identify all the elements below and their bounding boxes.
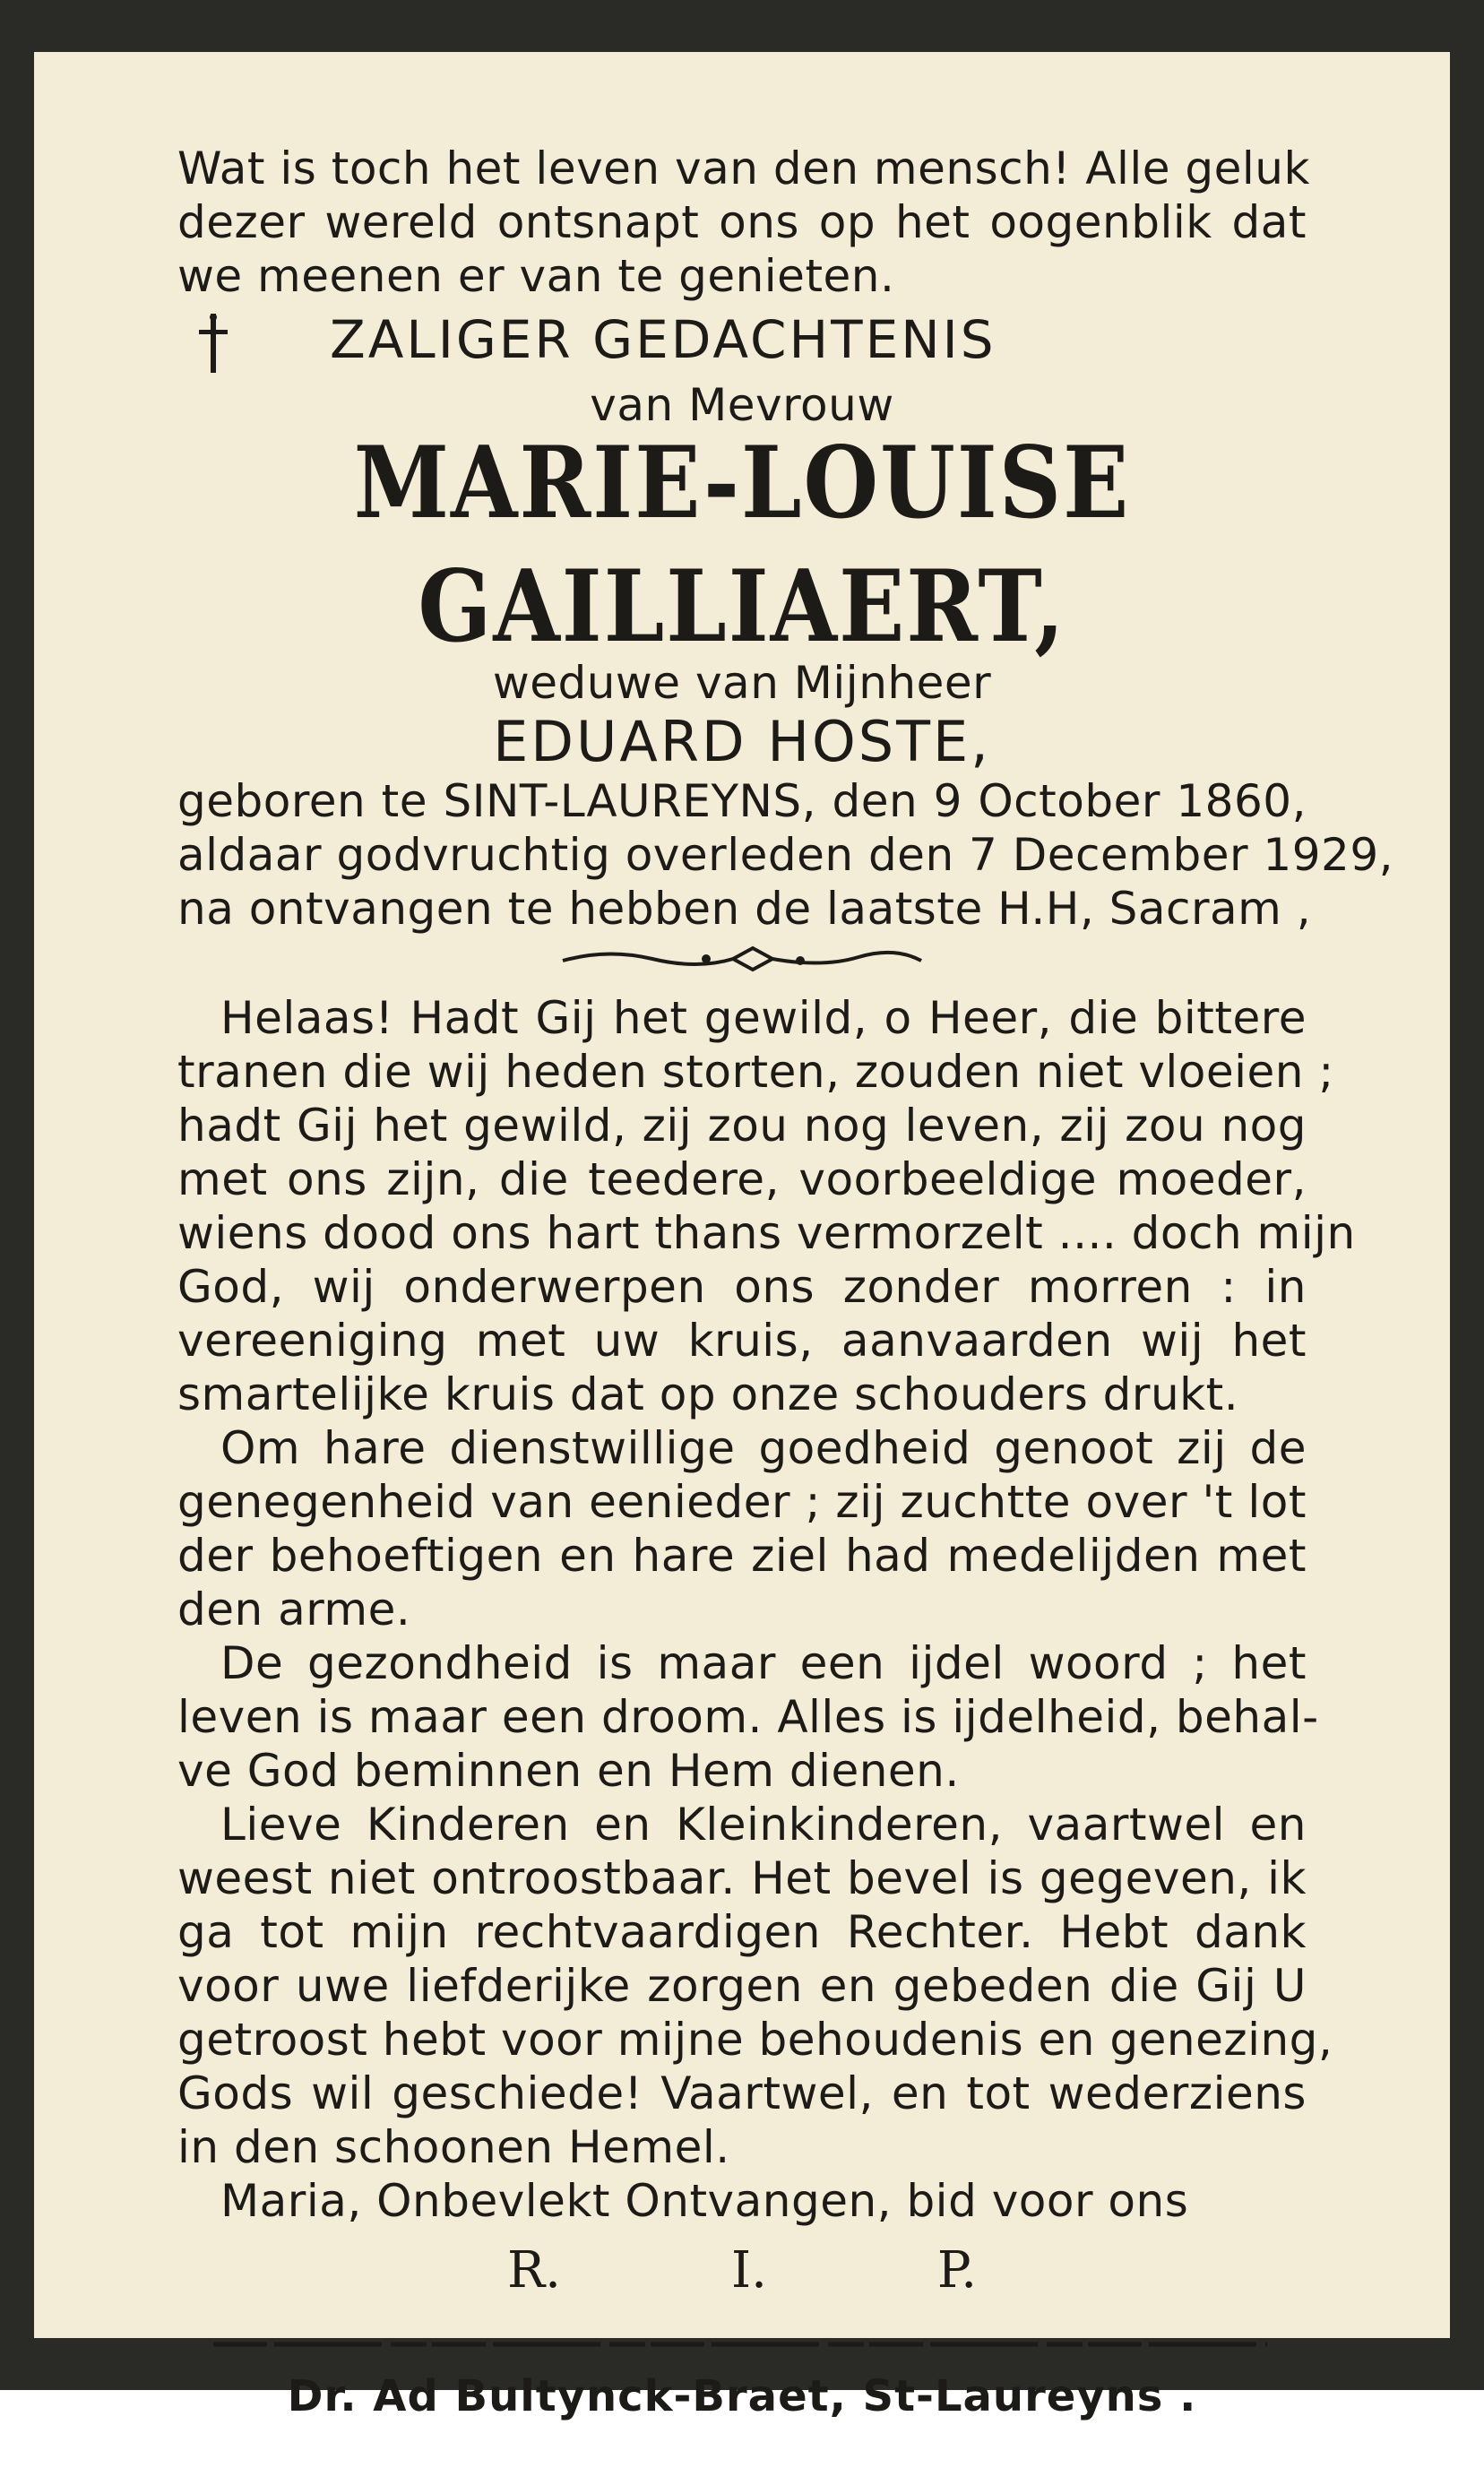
body-line: ve God beminnen en Hem dienen. bbox=[177, 1744, 960, 1797]
intro-line: dezer wereld ontsnapt ons op het oogenblik dat bbox=[177, 196, 1307, 248]
title-of: van Mevrouw bbox=[590, 378, 894, 431]
body-line: ga tot mijn rechtvaardigen Rechter. Hebt dank bbox=[177, 1905, 1307, 1958]
body-line: vereeniging met uw kruis, aanvaarden wij het bbox=[177, 1314, 1307, 1367]
body-line: Gods wil geschiede! Vaartwel, en tot wederziens bbox=[177, 2067, 1307, 2119]
body-line: met ons zijn, die teedere, voorbeeldige moeder, bbox=[177, 1152, 1307, 1205]
deceased-name: MARIE-LOUISE GAILLIAERT, bbox=[353, 424, 1131, 665]
heading bbox=[177, 308, 1307, 375]
card-paper bbox=[34, 52, 1450, 2421]
life-details bbox=[177, 774, 1394, 936]
heading-text: ZALIGER GEDACHTENIS bbox=[330, 309, 997, 370]
life-line: aldaar godvruchtig overleden den 7 December 1929, bbox=[177, 828, 1394, 881]
body-line: Maria, Onbevlekt Ontvangen, bid voor ons bbox=[220, 2174, 1189, 2227]
body-line: tranen die wij heden storten, zouden niet vloeien ; bbox=[177, 1045, 1334, 1098]
body-line: den arme. bbox=[177, 1583, 411, 1635]
life-line: na ontvangen te hebben de laatste H.H, Sacram , bbox=[177, 882, 1312, 935]
rip-line bbox=[177, 2235, 1307, 2307]
rip-letter: I. bbox=[730, 2240, 767, 2300]
husband-name: EDUARD HOSTE, bbox=[493, 708, 991, 774]
body-line: voor uwe liefderijke zorgen en gebeden die Gij U bbox=[177, 1959, 1307, 2012]
body-line: hadt Gij het gewild, zij zou nog leven, zij zou nog bbox=[177, 1099, 1307, 1152]
life-line: geboren te SINT-LAUREYNS, den 9 October 1860, bbox=[177, 774, 1307, 827]
printer-imprint: Dr. Ad Bultynck-Braet, St-Laureyns . bbox=[287, 2370, 1197, 2421]
rip-letter: P. bbox=[936, 2240, 978, 2300]
cross-icon bbox=[195, 312, 231, 375]
intro-line: we meenen er van te genieten. bbox=[177, 250, 895, 302]
body-line: getroost hebt voor mijne behoudenis en genezing, bbox=[177, 2013, 1333, 2066]
body-line: in den schoonen Hemel. bbox=[177, 2120, 730, 2173]
intro-line: Wat is toch het leven van den mensch! Alle geluk bbox=[177, 142, 1310, 194]
body-line: Helaas! Hadt Gij het gewild, o Heer, die bittere bbox=[220, 991, 1307, 1044]
widow-of: weduwe van Mijnheer bbox=[492, 656, 992, 709]
body-line: wiens dood ons hart thans vermorzelt .... doch mijn bbox=[177, 1206, 1356, 1259]
body-line: smartelijke kruis dat op onze schouders drukt. bbox=[177, 1368, 1239, 1420]
body-line: genegenheid van eenieder ; zij zuchtte over 't lot bbox=[177, 1475, 1307, 1528]
body-line: De gezondheid is maar een ijdel woord ; het bbox=[220, 1636, 1307, 1689]
ornament-icon bbox=[554, 941, 930, 977]
intro-text bbox=[177, 142, 1310, 303]
ornament-divider bbox=[177, 941, 1307, 986]
body-line: God, wij onderwerpen ons zonder morren : in bbox=[177, 1260, 1307, 1313]
rip-letter: R. bbox=[506, 2240, 561, 2300]
divider-rule bbox=[177, 2334, 1303, 2355]
body-line: Om hare dienstwillige goedheid genoot zij de bbox=[220, 1421, 1307, 1474]
body-line: Lieve Kinderen en Kleinkinderen, vaartwel en bbox=[220, 1798, 1307, 1851]
body-line: leven is maar een droom. Alles is ijdelheid, behal- bbox=[177, 1690, 1319, 1743]
card-content bbox=[177, 142, 1394, 2468]
body-text bbox=[177, 991, 1356, 2228]
body-line: weest niet ontroostbaar. Het bevel is gegeven, ik bbox=[177, 1851, 1307, 1904]
body-line: der behoeftigen en hare ziel had medelijden met bbox=[177, 1529, 1307, 1582]
